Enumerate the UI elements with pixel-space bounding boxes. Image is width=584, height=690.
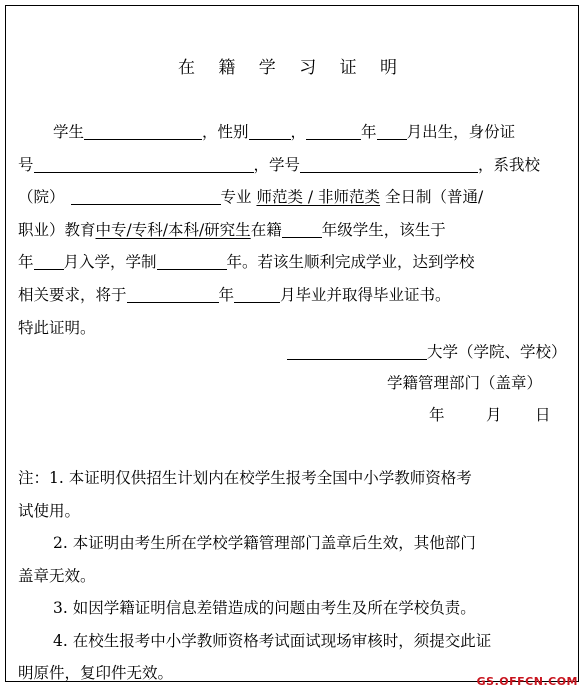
note-1-cont: 试使用。 bbox=[18, 501, 81, 520]
date-year: 年 bbox=[429, 406, 445, 424]
body-line-6 bbox=[18, 279, 570, 312]
label-year: 年 bbox=[218, 285, 235, 304]
body-line-5 bbox=[18, 246, 570, 279]
body-line-1 bbox=[18, 116, 570, 149]
note-3: 3. 如因学籍证明信息差错造成的问题由考生及所在学校负责。 bbox=[53, 599, 476, 617]
label-birth-idcard: 月出生，身份证 bbox=[406, 123, 516, 141]
label-will-on: 相关要求，将于 bbox=[18, 285, 127, 304]
document-title: 在 籍 学 习 证 明 bbox=[177, 58, 407, 78]
date-day: 日 bbox=[535, 406, 551, 424]
certificate-page bbox=[5, 5, 579, 682]
blank-gender[interactable] bbox=[249, 124, 291, 141]
label-education: 职业）教育 bbox=[18, 220, 96, 239]
label-grade-student: 年级学生，该生于 bbox=[321, 220, 446, 239]
label-university: 大学（学院、学校） bbox=[427, 343, 567, 361]
certificate-body bbox=[18, 116, 570, 344]
label-year: 年 bbox=[18, 253, 34, 272]
label-enrolled: 在籍 bbox=[250, 220, 282, 239]
blank-birth-month[interactable] bbox=[377, 124, 407, 141]
blank-student-number[interactable] bbox=[300, 156, 478, 173]
note-2: 2. 本证明由考生所在学校学籍管理部门盖章后生效，其他部门 bbox=[53, 534, 476, 552]
watermark-logo: GS.OFFCN.COM bbox=[476, 675, 578, 688]
text-hereby-certify: 特此证明。 bbox=[18, 318, 96, 337]
blank-birth-year[interactable] bbox=[306, 124, 361, 141]
blank-grade[interactable] bbox=[282, 221, 322, 238]
blank-grad-year[interactable] bbox=[127, 286, 219, 303]
note-4: 4. 在校生报考中小学教师资格考试面试现场审核时，须提交此证 bbox=[53, 631, 492, 650]
label-student-no: ，学号 bbox=[253, 155, 301, 174]
date-month: 月 bbox=[486, 406, 502, 424]
blank-university[interactable] bbox=[287, 344, 427, 361]
option-education-level[interactable]: 中专/专科/本科/研究生 bbox=[95, 220, 251, 239]
signature-department: 学籍管理部门（盖章） bbox=[387, 374, 543, 392]
note-4-cont: 明原件，复印件无效。 bbox=[18, 664, 174, 682]
label-major: 专业 bbox=[220, 188, 252, 207]
label-year: 年 bbox=[361, 123, 377, 141]
option-teacher-type[interactable]: 师范类 / 非师范类 bbox=[256, 188, 381, 207]
blank-duration[interactable] bbox=[157, 254, 227, 271]
blank-student-name[interactable] bbox=[84, 124, 202, 141]
body-line-2 bbox=[18, 149, 570, 182]
blank-grad-month[interactable] bbox=[234, 286, 280, 303]
notes-section bbox=[18, 462, 570, 690]
note-2-cont: 盖章无效。 bbox=[18, 566, 96, 585]
label-entry-duration: 月入学，学制 bbox=[63, 253, 157, 272]
label-college: （院） bbox=[18, 188, 65, 207]
signature-university bbox=[287, 340, 567, 362]
body-line-4 bbox=[18, 214, 570, 247]
body-line-3 bbox=[18, 181, 570, 214]
blank-id-number[interactable] bbox=[34, 156, 254, 173]
text-comma: ， bbox=[290, 123, 307, 141]
label-fulltime: 全日制（普通/ bbox=[384, 188, 484, 207]
blank-entry-month[interactable] bbox=[34, 254, 64, 271]
label-student: 学生 bbox=[53, 123, 85, 141]
label-our-school: ，系我校 bbox=[478, 155, 541, 174]
label-completion: 年。若该生顺利完成学业，达到学校 bbox=[226, 253, 475, 272]
blank-college[interactable] bbox=[71, 189, 221, 206]
label-number: 号 bbox=[18, 155, 34, 174]
label-gender: ，性别 bbox=[202, 123, 249, 141]
label-graduation: 月毕业并取得毕业证书。 bbox=[280, 285, 451, 304]
note-1: 注：1. 本证明仅供招生计划内在校学生报考全国中小学教师资格考 bbox=[18, 469, 472, 487]
